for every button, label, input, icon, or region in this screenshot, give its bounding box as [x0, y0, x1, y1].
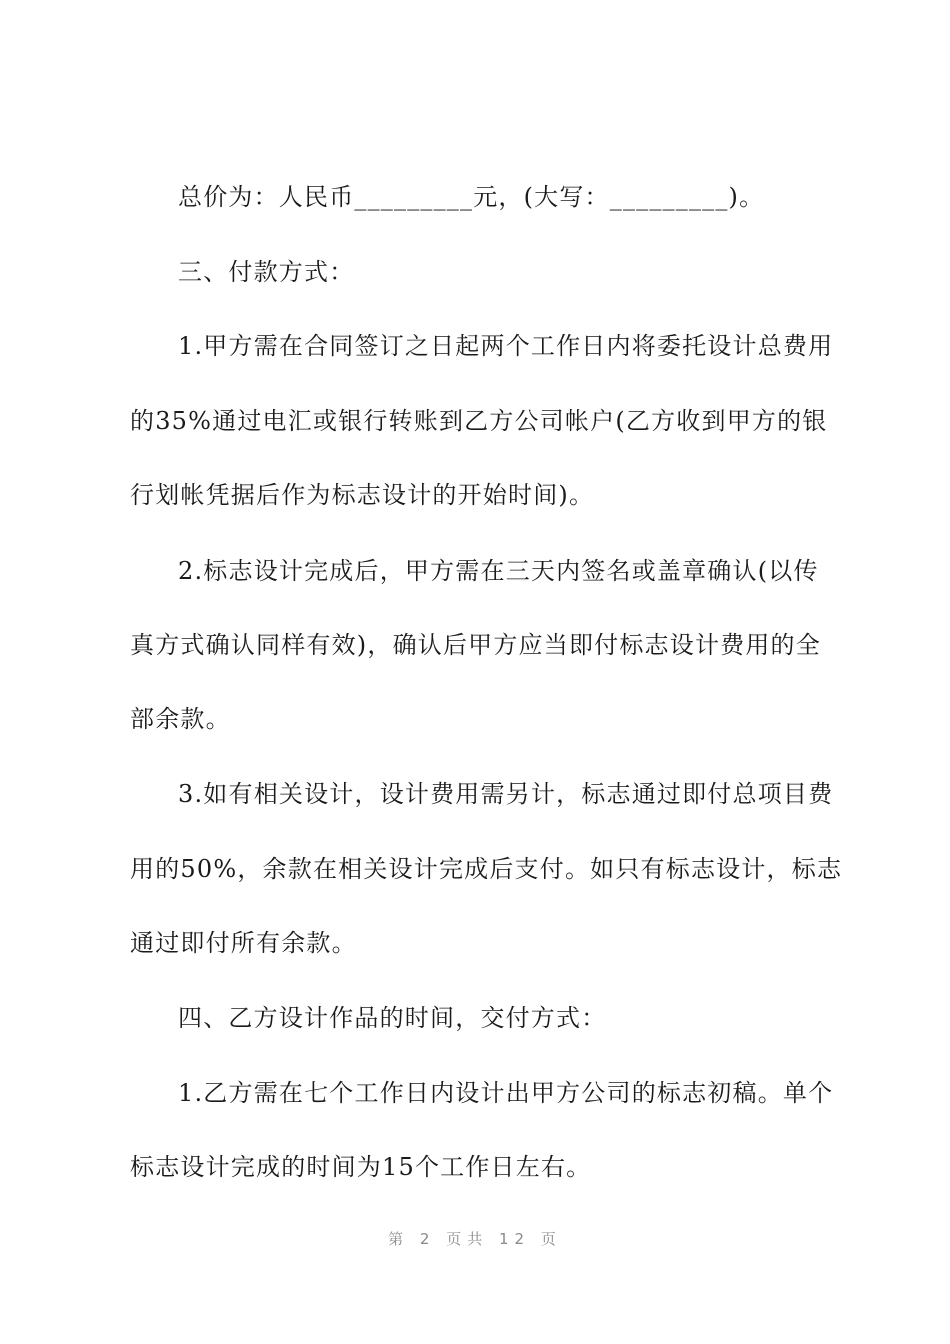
- clause-3-1-line-3: 行划帐凭据后作为标志设计的开始时间)。: [130, 481, 595, 509]
- total-price-line: 总价为：人民币_________元，(大写：_________)。: [178, 183, 765, 211]
- clause-3-3-line-2: 用的50%，余款在相关设计完成后支付。如只有标志设计，标志: [130, 855, 843, 883]
- clause-3-2-line-2: 真方式确认同样有效)，确认后甲方应当即付标志设计费用的全: [130, 631, 821, 659]
- clause-3-3-line-3: 通过即付所有余款。: [130, 929, 357, 957]
- section-3-heading: 三、付款方式：: [178, 258, 355, 286]
- clause-3-2-line-1: 2.标志设计完成后，甲方需在三天内签名或盖章确认(以传: [178, 557, 819, 585]
- clause-3-3-line-1: 3.如有相关设计，设计费用需另计，标志通过即付总项目费: [178, 780, 834, 808]
- clause-4-1-line-1: 1.乙方需在七个工作日内设计出甲方公司的标志初稿。单个: [178, 1079, 834, 1107]
- page-number-footer: 第 2 页共 12 页: [388, 1230, 562, 1248]
- clause-3-1-line-2: 的35%通过电汇或银行转账到乙方公司帐户(乙方收到甲方的银: [130, 407, 828, 435]
- clause-3-1-line-1: 1.甲方需在合同签订之日起两个工作日内将委托设计总费用: [178, 332, 834, 360]
- clause-3-2-line-3: 部余款。: [130, 705, 231, 733]
- clause-4-1-line-2: 标志设计完成的时间为15个工作日左右。: [130, 1153, 592, 1181]
- section-4-heading: 四、乙方设计作品的时间，交付方式：: [178, 1004, 607, 1032]
